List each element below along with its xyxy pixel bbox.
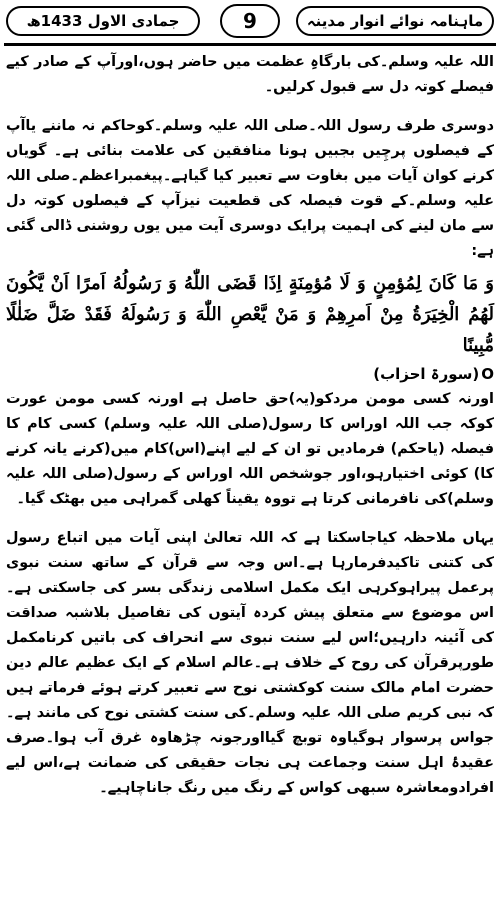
verse-source: (سورۃ احزاب) bbox=[373, 365, 480, 383]
paragraph-2: دوسری طرف رسول اللہ۔صلی اللہ علیہ وسلم۔کوحاکم نہ ماننے یاآپ کے فیصلوں پرچِیں بجبیں ہونا منافقین کی علامت بنائی ہے۔ گویاں کرنے کوان آیات میں بغاوت سے تعبیر کیا گیاہے۔پیغمبراعظم۔صلی اللہ علیہ وسلم۔کے قوت فیصلہ کی قطعیت نیزآپ کے فیصلوں کوتہ دل سے مان لینے کی اہمیت پرایک دوسری آیت میں یوں روشنی ڈالی گئی ہے: bbox=[6, 118, 494, 259]
issue-date-box bbox=[6, 6, 200, 36]
paragraph-4: یہاں ملاحظہ کیاجاسکتا ہے کہ اللہ تعالیٰ اپنی آیات میں اتباع رسول کی کتنی تاکیدفرمارہا ہے۔اس وجہ سے قرآن کے ساتھ سنت نبوی پرعمل پیراہوکرہی ایک مکمل اسلامی زندگی بسر کی جاسکتی ہے۔اس موضوع سے متعلق پیش کردہ آیتوں کی تفاصیل بلاشبہ صداقت کی آئینہ دارہیں؛اس لیے سنت نبوی سے انحراف کی باتیں کرنامکمل طورپرقرآن کی روح کے خلاف ہے۔عالم اسلام کے ایک عظیم عالم دین حضرت امام مالک سنت کوکشتی نوح سے تعبیر کرتے ہوئے فرماتے ہیں کہ نبی کریم صلی اللہ علیہ وسلم۔کی سنت کشتی نوح کی مانند ہے۔جواس پرسوار ہوگیاوہ توبچ گیااورجونہ چڑھاوہ غرق آب ہوا۔صرف عقیدۂ اہل سنت وجماعت ہی نجات حقیقی کی ضمانت ہے،اس لیے افرادومعاشرہ سبھی کواس کے رنگ میں رنگ جاناچاہیے۔ bbox=[6, 530, 494, 796]
article-body bbox=[6, 50, 494, 801]
paragraph-1: اللہ علیہ وسلم۔کی بارگاہِ عظمت میں حاضر ہوں،اورآپ کے صادر کیے فیصلے کوتہ دل سے قبول کرلیں۔ bbox=[6, 54, 494, 95]
quran-verse: وَ مَا كَانَ لِمُؤمِنٍ وَ لَا مُؤمِنَةٍ اِذَا قَضَى اللّٰهُ وَ رَسُولُهُ اَمرًا اَنْ يَّكُونَ لَهُمُ الْخِيَرَةُ مِنْ اَمرِهِمْ وَ مَنْ يَّعْصِ اللّٰهَ وَ رَسُولَهُ فَقَدْ ضَلَّ ضَلٰلًا مُّبِينًا bbox=[6, 273, 494, 356]
page-number: 9 bbox=[243, 9, 257, 33]
verse-source-line bbox=[6, 361, 494, 387]
header-divider bbox=[4, 43, 496, 46]
paragraph-3: اورنہ کسی مومن مردکو(یہ)حق حاصل ہے اورنہ کسی مومن عورت کوکہ جب اللہ اوراس کا رسول(صلی اللہ علیہ وسلم) کسی کام کا فیصلہ (یاحکم) فرمادیں تو ان کے لیے اپنے(اس)کام میں(کرنے یانہ کرنے کا) کوئی اختیارہو،اور جوشخص اللہ اوراس کے رسول(صلی اللہ علیہ وسلم)کی نافرمانی کرتا ہے تووہ یقیناً کھلی گمراہی میں بھٹک گیا۔ bbox=[6, 391, 494, 507]
paragraph-spacer bbox=[6, 100, 494, 114]
verse-end-marker: O bbox=[481, 365, 494, 383]
page-number-badge bbox=[220, 4, 280, 38]
magazine-name: ماہنامہ نوائے انوار مدینہ bbox=[306, 12, 484, 30]
paragraph-spacer bbox=[6, 512, 494, 526]
page-header bbox=[0, 4, 500, 40]
magazine-name-box bbox=[296, 6, 494, 36]
issue-date: جمادی الاول 1433ھ bbox=[26, 12, 180, 30]
